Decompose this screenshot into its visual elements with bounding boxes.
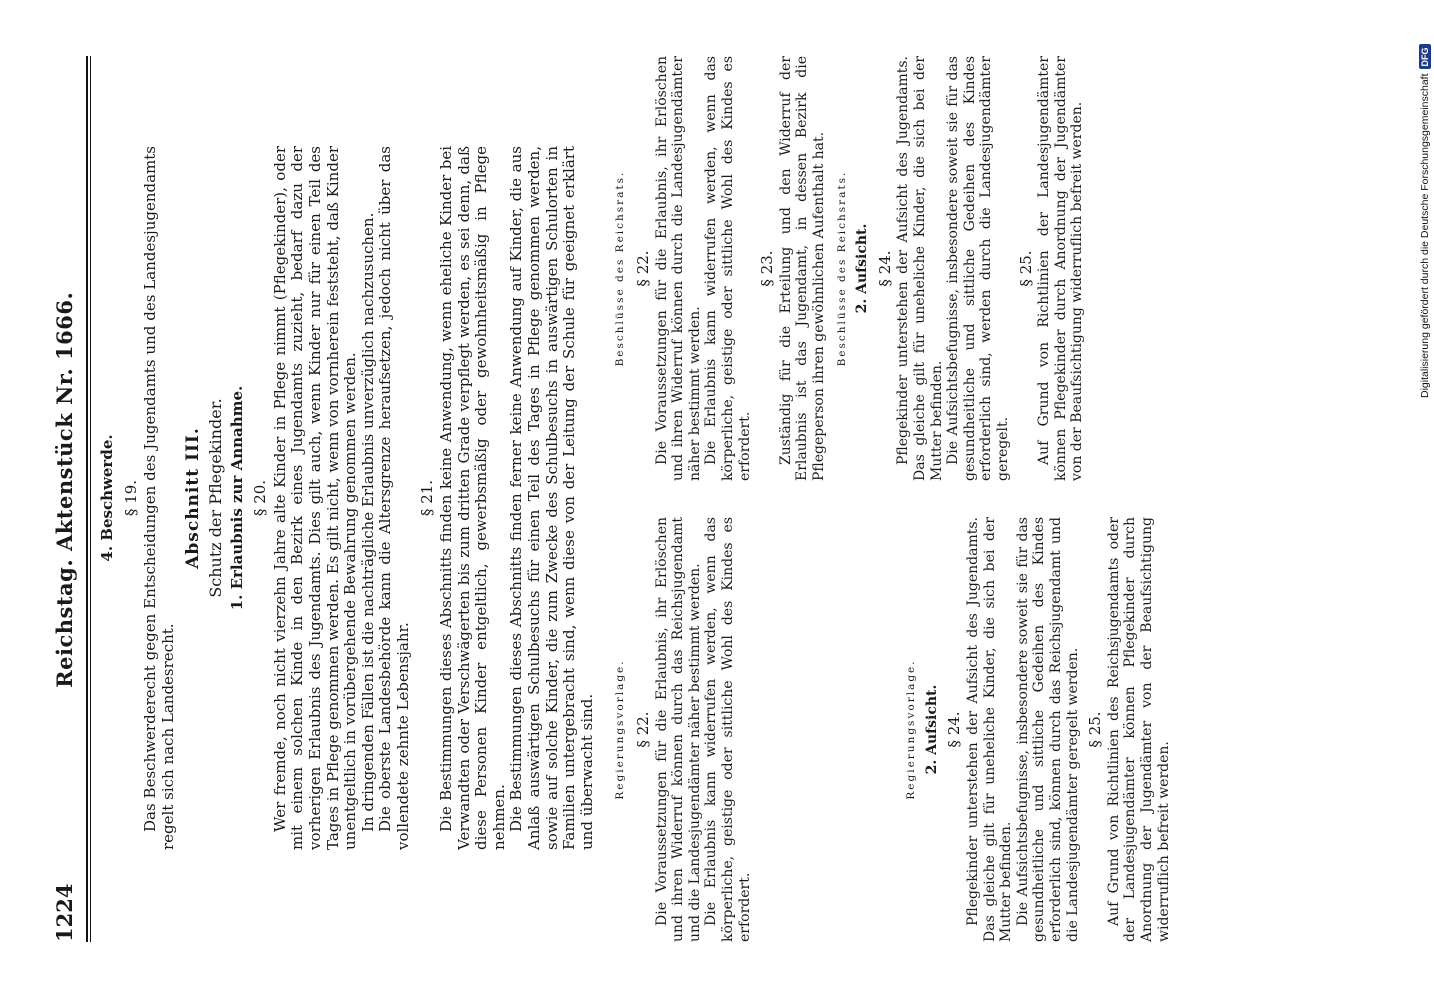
two-column-section	[606, 56, 1172, 942]
left-paragraph-22-text-a: Die Voraussetzungen für die Erlaubnis, ihr Erlöschen und ihren Widerruf können durch das Reichsjugendamt und die Landesjugendämter näher bestimmt werden.	[653, 517, 703, 942]
left-paragraph-24-text-b: Die Aufsichtsbefugnisse, insbesondere soweit sie für das gesundheitliche und sittliche Gedeihen des Kindes erforderlich sind, können durch das Reichsjugendamt und die Landesjugendämter geregelt werden.	[1014, 517, 1081, 942]
right-column-reichsrat	[606, 56, 1172, 481]
top-section	[99, 56, 596, 942]
beschluesse-label-2: Beschlüsse des Reichsrats.	[835, 170, 848, 367]
paragraph-20-heading: § 20.	[251, 479, 270, 517]
paragraph-20-text-c: Die oberste Landesbehörde kann die Altersgrenze heraufsetzen, jedoch nicht über das vollendete zehnte Lebensjahr.	[376, 146, 412, 850]
left-paragraph-22-heading: § 22.	[634, 711, 653, 748]
paragraph-19-heading: § 19.	[121, 479, 140, 517]
paragraph-20-text-a: Wer fremde, noch nicht vierzehn Jahre alte Kinder in Pflege nimmt (Pflegekinder), oder mit einem solchen Kinde in den Bezirk eines Jugendamts zuzieht, bedarf dazu der vorherigen Erlaubnis des Jugendamts. Dies gilt auch, wenn Kinder nur für einen Teil des Tages in Pflege genommen werden. Es gilt nicht, wenn von vornherein feststeht, daß Kinder unentgeltlich in vorübergehende Bewahrung genommen werden.	[270, 146, 360, 850]
page-header	[52, 56, 82, 942]
left-aufsicht-heading: 2. Aufsicht.	[923, 684, 940, 775]
paragraph-20-text-b: In dringenden Fällen ist die nachträgliche Erlaubnis unverzüglich nachzusuchen.	[358, 212, 377, 832]
right-paragraph-22-text-a: Die Voraussetzungen für die Erlaubnis, ihr Erlöschen und ihren Widerruf können durch die Landesjugendämter näher bestimmt werden.	[653, 56, 703, 481]
header-rule	[86, 56, 91, 942]
beschwerde-heading: 4. Beschwerde.	[98, 434, 116, 562]
left-paragraph-22-text-b: Die Erlaubnis kann widerrufen werden, wenn das körperliche, geistige oder sittliche Wohl des Kindes es erfordert.	[703, 517, 753, 942]
right-paragraph-24-text-b: Die Aufsichtsbefugnisse, insbesondere soweit sie für das gesundheitliche und sittliche Gedeihen des Kindes erforderlich sind, werden durch die Landesjugendämter geregelt.	[945, 56, 1011, 481]
digitization-credit-text: Digitalisierung gefördert durch die Deutsche Forschungsgemeinschaft	[1419, 73, 1431, 398]
left-paragraph-24-heading: § 24.	[945, 711, 964, 748]
erlaubnis-heading: 1. Erlaubnis zur Annahme.	[227, 385, 246, 611]
right-paragraph-25-heading: § 25.	[1016, 250, 1035, 287]
regierungsvorlage-label-2: Regierungsvorlage.	[905, 659, 918, 800]
left-paragraph-24-text-a: Pflegekinder unterstehen der Aufsicht des Jugendamts. Das gleiche gilt für uneheliche Kinder, die sich bei der Mutter befinden.	[964, 517, 1015, 942]
right-paragraph-25-text: Auf Grund von Richtlinien der Landesjugendämter können Pflegekinder durch Anordnung der Jugendämter von der Beaufsichtigung widerruflich befreit werden.	[1036, 56, 1086, 481]
paragraph-23-text: Zuständig für die Erteilung und den Widerruf der Erlaubnis ist das Jugendamt, in dessen Bezirk die Pflegeperson ihren gewöhnlichen Aufenthalt hat.	[777, 56, 827, 481]
right-paragraph-22-heading: § 22.	[634, 250, 653, 287]
beschluesse-label: Beschlüsse des Reichsrats.	[614, 170, 627, 367]
regierungsvorlage-label: Regierungsvorlage.	[614, 659, 627, 800]
abschnitt-heading: Abschnitt III.	[183, 427, 204, 569]
paragraph-23-heading: § 23.	[758, 250, 777, 287]
paragraph-19-text: Das Beschwerderecht gegen Entscheidungen des Jugendamts und des Landesjugendamts regelt sich nach Landesrecht.	[141, 146, 177, 850]
left-paragraph-25-text: Auf Grund von Richtlinien des Reichsjugendamts oder der Landesjugendämter können Pflegekinder durch Anordnung der Jugendämter von der Beaufsichtigung widerruflich befreit werden.	[1105, 517, 1172, 942]
left-column-regierungsvorlage	[606, 517, 1172, 942]
paragraph-21-text-b: Die Bestimmungen dieses Abschnitts finden ferner keine Anwendung auf Kinder, die aus Anlaß auswärtigen Schulbesuchs für einen Teil des Tages in Pflege genommen werden, sowie auf solche Kinder, die zum Zwecke des Schulbesuchs in auswärtigen Schulorten in Familien untergebracht sind, wenn diese von der Leitung der Schule für geeignet erklärt und überwacht sind.	[507, 146, 596, 850]
right-paragraph-24-heading: § 24.	[875, 250, 894, 287]
right-paragraph-22-text-b: Die Erlaubnis kann widerrufen werden, wenn das körperliche, geistige oder sittliche Wohl des Kindes es erfordert.	[703, 56, 753, 481]
dfg-logo: DFG	[1419, 44, 1431, 69]
page-running-title: Reichstag. Aktenstück Nr. 1666.	[52, 291, 77, 688]
paragraph-21-text-a: Die Bestimmungen dieses Abschnitts finden keine Anwendung, wenn eheliche Kinder bei Verwandten oder Verschwägerten bis zum dritten Grade verpflegt werden, es sei denn, daß diese Personen Kinder entgeltlich, gewerbsmäßig oder gewohnheitsmäßig in Pflege nehmen.	[437, 146, 508, 850]
paragraph-21-heading: § 21.	[417, 479, 436, 517]
right-aufsicht-heading: 2. Aufsicht.	[854, 223, 871, 314]
right-paragraph-24-text-a: Pflegekinder unterstehen der Aufsicht des Jugendamts. Das gleiche gilt für uneheliche Kinder, die sich bei der Mutter befinden.	[895, 56, 945, 481]
left-paragraph-25-heading: § 25.	[1086, 711, 1105, 748]
digitization-credit	[1416, 0, 1434, 398]
page-number: 1224	[52, 883, 77, 942]
schutz-heading: Schutz der Pflegekinder.	[205, 398, 225, 598]
